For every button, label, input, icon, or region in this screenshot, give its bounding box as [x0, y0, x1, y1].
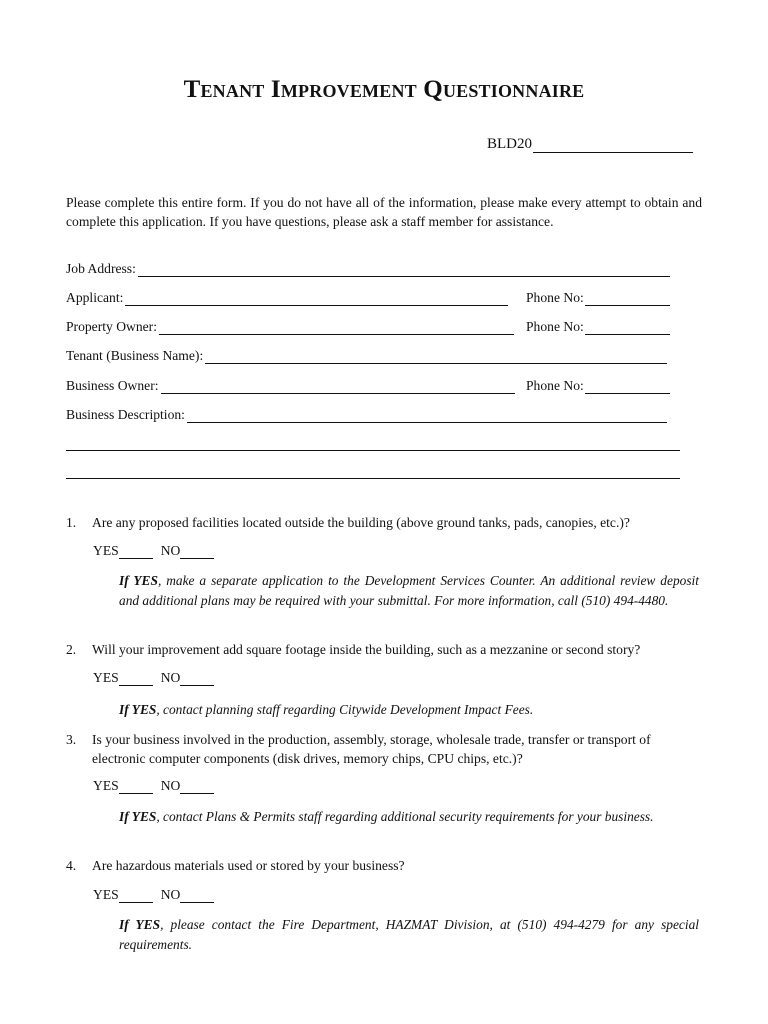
question-text: Will your improvement add square footage inside the building, such as a mezzanine or second story?: [92, 642, 641, 657]
if-yes-label: If YES: [119, 573, 158, 588]
form-title: Tenant Improvement Questionnaire: [183, 76, 585, 103]
property-owner-field: [66, 319, 514, 335]
tenant-field: [66, 348, 667, 364]
note-text: , please contact the Fire Department, HAZMAT Division, at (510) 494-4279 for any special requirements.: [119, 917, 699, 952]
question-number: 4.: [66, 858, 77, 873]
business-description-line-2[interactable]: [66, 450, 680, 451]
question-number: 2.: [66, 642, 77, 657]
question-2-note: [119, 700, 699, 720]
question-4-answer: [93, 887, 222, 903]
applicant-input[interactable]: [125, 291, 508, 306]
business-description-field: [66, 407, 667, 423]
business-owner-phone-input[interactable]: [585, 379, 670, 394]
question-number: 3.: [66, 732, 77, 747]
job-address-field: [66, 261, 670, 277]
business-owner-phone-label: Phone No:: [526, 378, 584, 393]
if-yes-label: If YES: [119, 917, 161, 932]
yes-label: YES: [93, 543, 119, 558]
business-owner-field: [66, 378, 515, 394]
question-3-note: [119, 807, 699, 827]
no-label: NO: [160, 543, 181, 558]
question-1-note: [119, 571, 699, 610]
yes-blank[interactable]: [119, 671, 153, 686]
yes-label: YES: [93, 670, 119, 685]
property-owner-label: Property Owner:: [66, 319, 157, 334]
note-text: , make a separate application to the Development Services Counter. An additional review deposit and additional plans may be required with your submittal. For more information, call (510) 494-4480.: [119, 573, 699, 608]
yes-label: YES: [93, 778, 119, 793]
question-4: [66, 856, 702, 875]
applicant-phone-label: Phone No:: [526, 290, 584, 305]
yes-label: YES: [93, 887, 119, 902]
form-number-blank[interactable]: [533, 137, 693, 153]
no-label: NO: [160, 670, 181, 685]
form-number-label: BLD20: [487, 136, 532, 152]
question-2-answer: [93, 670, 222, 686]
note-text: , contact planning staff regarding Citywide Development Impact Fees.: [156, 702, 534, 717]
intro-paragraph: Please complete this entire form. If you do not have all of the information, please make every attempt to obtain and complete this application. If you have questions, please ask a staff member for assistance.: [66, 195, 702, 229]
no-blank[interactable]: [180, 671, 214, 686]
question-1: [66, 513, 702, 532]
tenant-input[interactable]: [205, 349, 667, 364]
business-description-input[interactable]: [187, 408, 667, 423]
job-address-input[interactable]: [138, 262, 670, 277]
question-2: [66, 640, 702, 659]
applicant-label: Applicant:: [66, 290, 124, 305]
question-text: Are hazardous materials used or stored by your business?: [92, 858, 405, 873]
no-blank[interactable]: [180, 779, 214, 794]
yes-blank[interactable]: [119, 544, 153, 559]
business-description-line-3[interactable]: [66, 478, 680, 479]
applicant-phone-input[interactable]: [585, 291, 670, 306]
applicant-field: [66, 290, 508, 306]
question-number: 1.: [66, 515, 77, 530]
no-label: NO: [160, 887, 181, 902]
applicant-phone-field: [526, 290, 670, 306]
no-blank[interactable]: [180, 888, 214, 903]
tenant-label: Tenant (Business Name):: [66, 348, 204, 363]
if-yes-label: If YES: [119, 809, 157, 824]
if-yes-label: If YES: [119, 702, 157, 717]
question-4-note: [119, 915, 699, 954]
question-1-answer: [93, 543, 222, 559]
no-label: NO: [160, 778, 181, 793]
question-3: [66, 730, 702, 768]
job-address-label: Job Address:: [66, 261, 136, 276]
question-text: Is your business involved in the production, assembly, storage, wholesale trade, transfer or transport of electronic computer components (disk drives, memory chips, CPU chips, etc.)?: [92, 732, 651, 766]
property-owner-input[interactable]: [159, 320, 514, 335]
property-owner-phone-field: [526, 319, 670, 335]
note-text: , contact Plans & Permits staff regarding additional security requirements for your business.: [156, 809, 654, 824]
business-owner-label: Business Owner:: [66, 378, 159, 393]
yes-blank[interactable]: [119, 888, 153, 903]
business-description-label: Business Description:: [66, 407, 185, 422]
question-text: Are any proposed facilities located outside the building (above ground tanks, pads, canopies, etc.)?: [92, 515, 630, 530]
question-3-answer: [93, 778, 222, 794]
no-blank[interactable]: [180, 544, 214, 559]
business-owner-phone-field: [526, 378, 670, 394]
yes-blank[interactable]: [119, 779, 153, 794]
property-owner-phone-input[interactable]: [585, 320, 670, 335]
property-owner-phone-label: Phone No:: [526, 319, 584, 334]
business-owner-input[interactable]: [161, 379, 515, 394]
form-number: [487, 136, 693, 153]
